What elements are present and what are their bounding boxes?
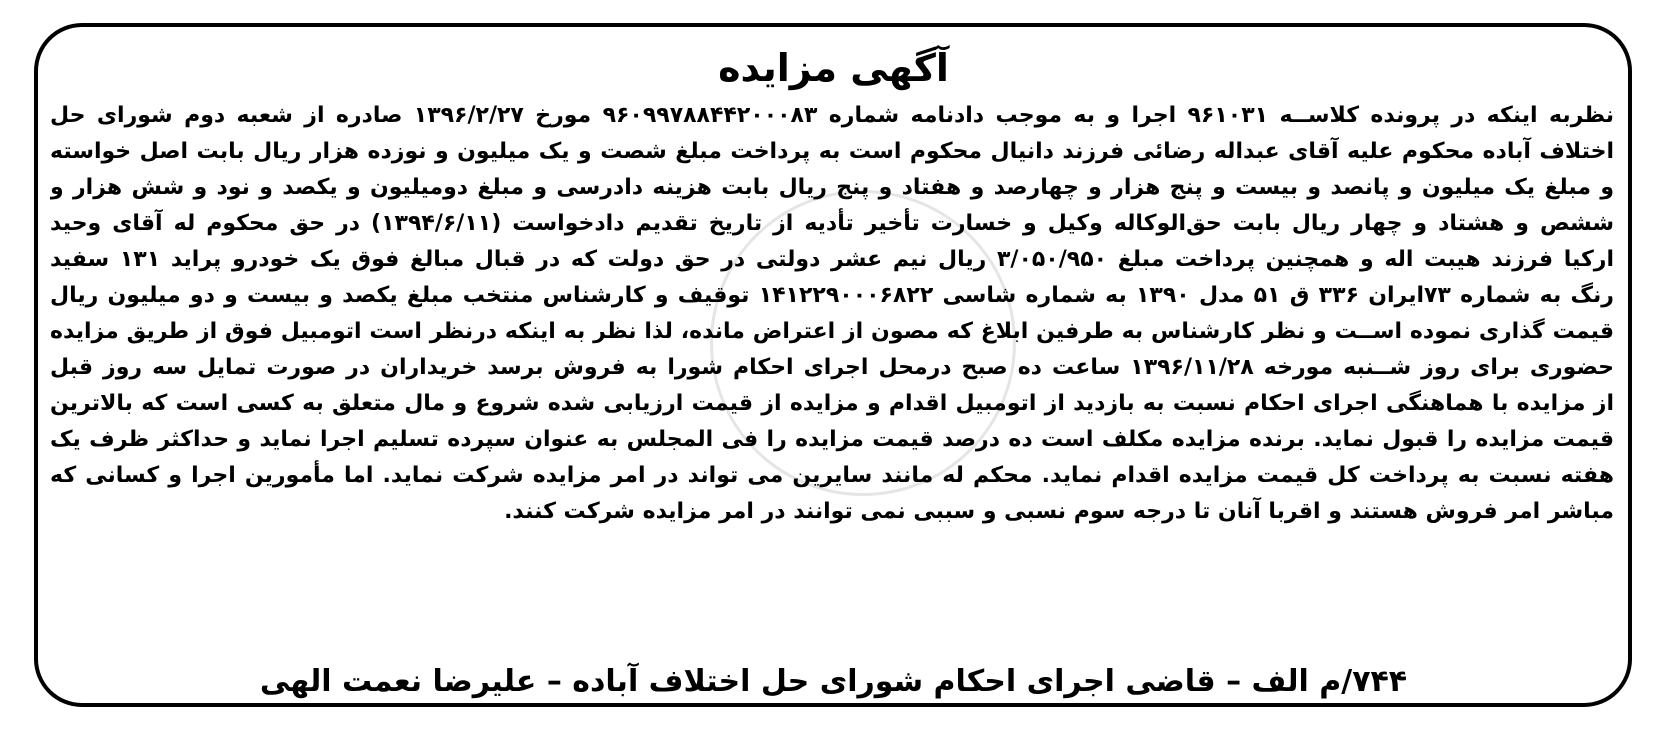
body-line: حضوری برای روز شــنبه مورخه ۱۳۹۶/۱۱/۲۸ ساعت ده صبح درمحل اجرای احکام شورا به فروش برسد خریداران در صورت تمایل سه روز قبل <box>50 355 1614 380</box>
notice-title: آگهی مزایده <box>718 46 949 90</box>
notice-signature: ۷۴۴/م الف – قاضی اجرای احکام شورای حل اختلاف آباده – علیرضا نعمت الهی <box>259 664 1408 699</box>
body-line: رنگ به شماره ۷۳ایران ۳۳۶ ق ۵۱ مدل ۱۳۹۰ به شماره شاسی ۱۴۱۲۲۹۰۰۰۶۸۲۲ توقیف و کارشناس منتخب مبلغ یکصد و بیست و دو میلیون ریال <box>50 283 1614 308</box>
body-line: مباشر امر فروش هستند و اقربا آنان تا درجه سوم نسبی و سببی نمی توانند در امر مزایده شرکت کنند. <box>504 499 1614 524</box>
notice-body <box>50 98 1614 530</box>
body-line: قیمت گذاری نموده اســت و نظر کارشناس به طرفین ابلاغ که مصون از اعتراض مانده، لذا نظر به اینکه درنظر است اتومبیل فوق از طریق مزایده <box>50 319 1614 344</box>
body-line: ششص و هشتاد و چهار ریال بابت حق‌الوکاله وکیل و خسارت تأخیر تأدیه از تاریخ تقدیم دادخواست (۱۳۹۴/۶/۱۱) در حق محکوم له آقای وحید <box>50 211 1614 236</box>
body-line: از مزایده با هماهنگی اجرای احکام نسبت به بازدید از اتومبیل اقدام و مزایده از قیمت ارزیابی شده شروع و مال متعلق به کسی است که بالاترین <box>50 391 1614 416</box>
body-line: قیمت مزایده را قبول نماید. برنده مزایده مکلف است ده درصد قیمت مزایده را فی المجلس به عنوان سپرده تسلیم اجرا نماید و حداکثر ظرف یک <box>50 427 1614 452</box>
body-line: اختلاف آباده محکوم علیه آقای عبداله رضائی فرزند دانیال محکوم است به پرداخت مبلغ شصت و یک میلیون و نوزده هزار ریال بابت اصل خواسته <box>50 139 1614 164</box>
body-line: و مبلغ یک میلیون و پانصد و بیست و پنج هزار و چهارصد و هفتاد و پنج ریال بابت هزینه دادرسی و مبلغ دومیلیون و یکصد و نود و شش هزار و <box>50 175 1614 200</box>
body-line: نظربه اینکه در پرونده کلاســه ۹۶۱۰۳۱ اجرا و به موجب دادنامه شماره ۹۶۰۹۹۷۸۸۴۴۲۰۰۰۸۳ مورخ ۱۳۹۶/۲/۲۷ صادره از شعبه دوم شورای حل <box>50 103 1614 128</box>
body-line: هفته نسبت به پرداخت کل قیمت مزایده اقدام نماید. محکم له مانند سایرین می تواند در امر مزایده شرکت نماید. اما مأمورین اجرا و کسانی که <box>50 463 1614 488</box>
body-line: ارکیا فرزند هیبت اله و همچنین پرداخت مبلغ ۳/۰۵۰/۹۵۰ ریال نیم عشر دولتی در حق دولت که در قبال مبالغ فوق یک خودرو پراید ۱۳۱ سفید <box>50 247 1614 272</box>
